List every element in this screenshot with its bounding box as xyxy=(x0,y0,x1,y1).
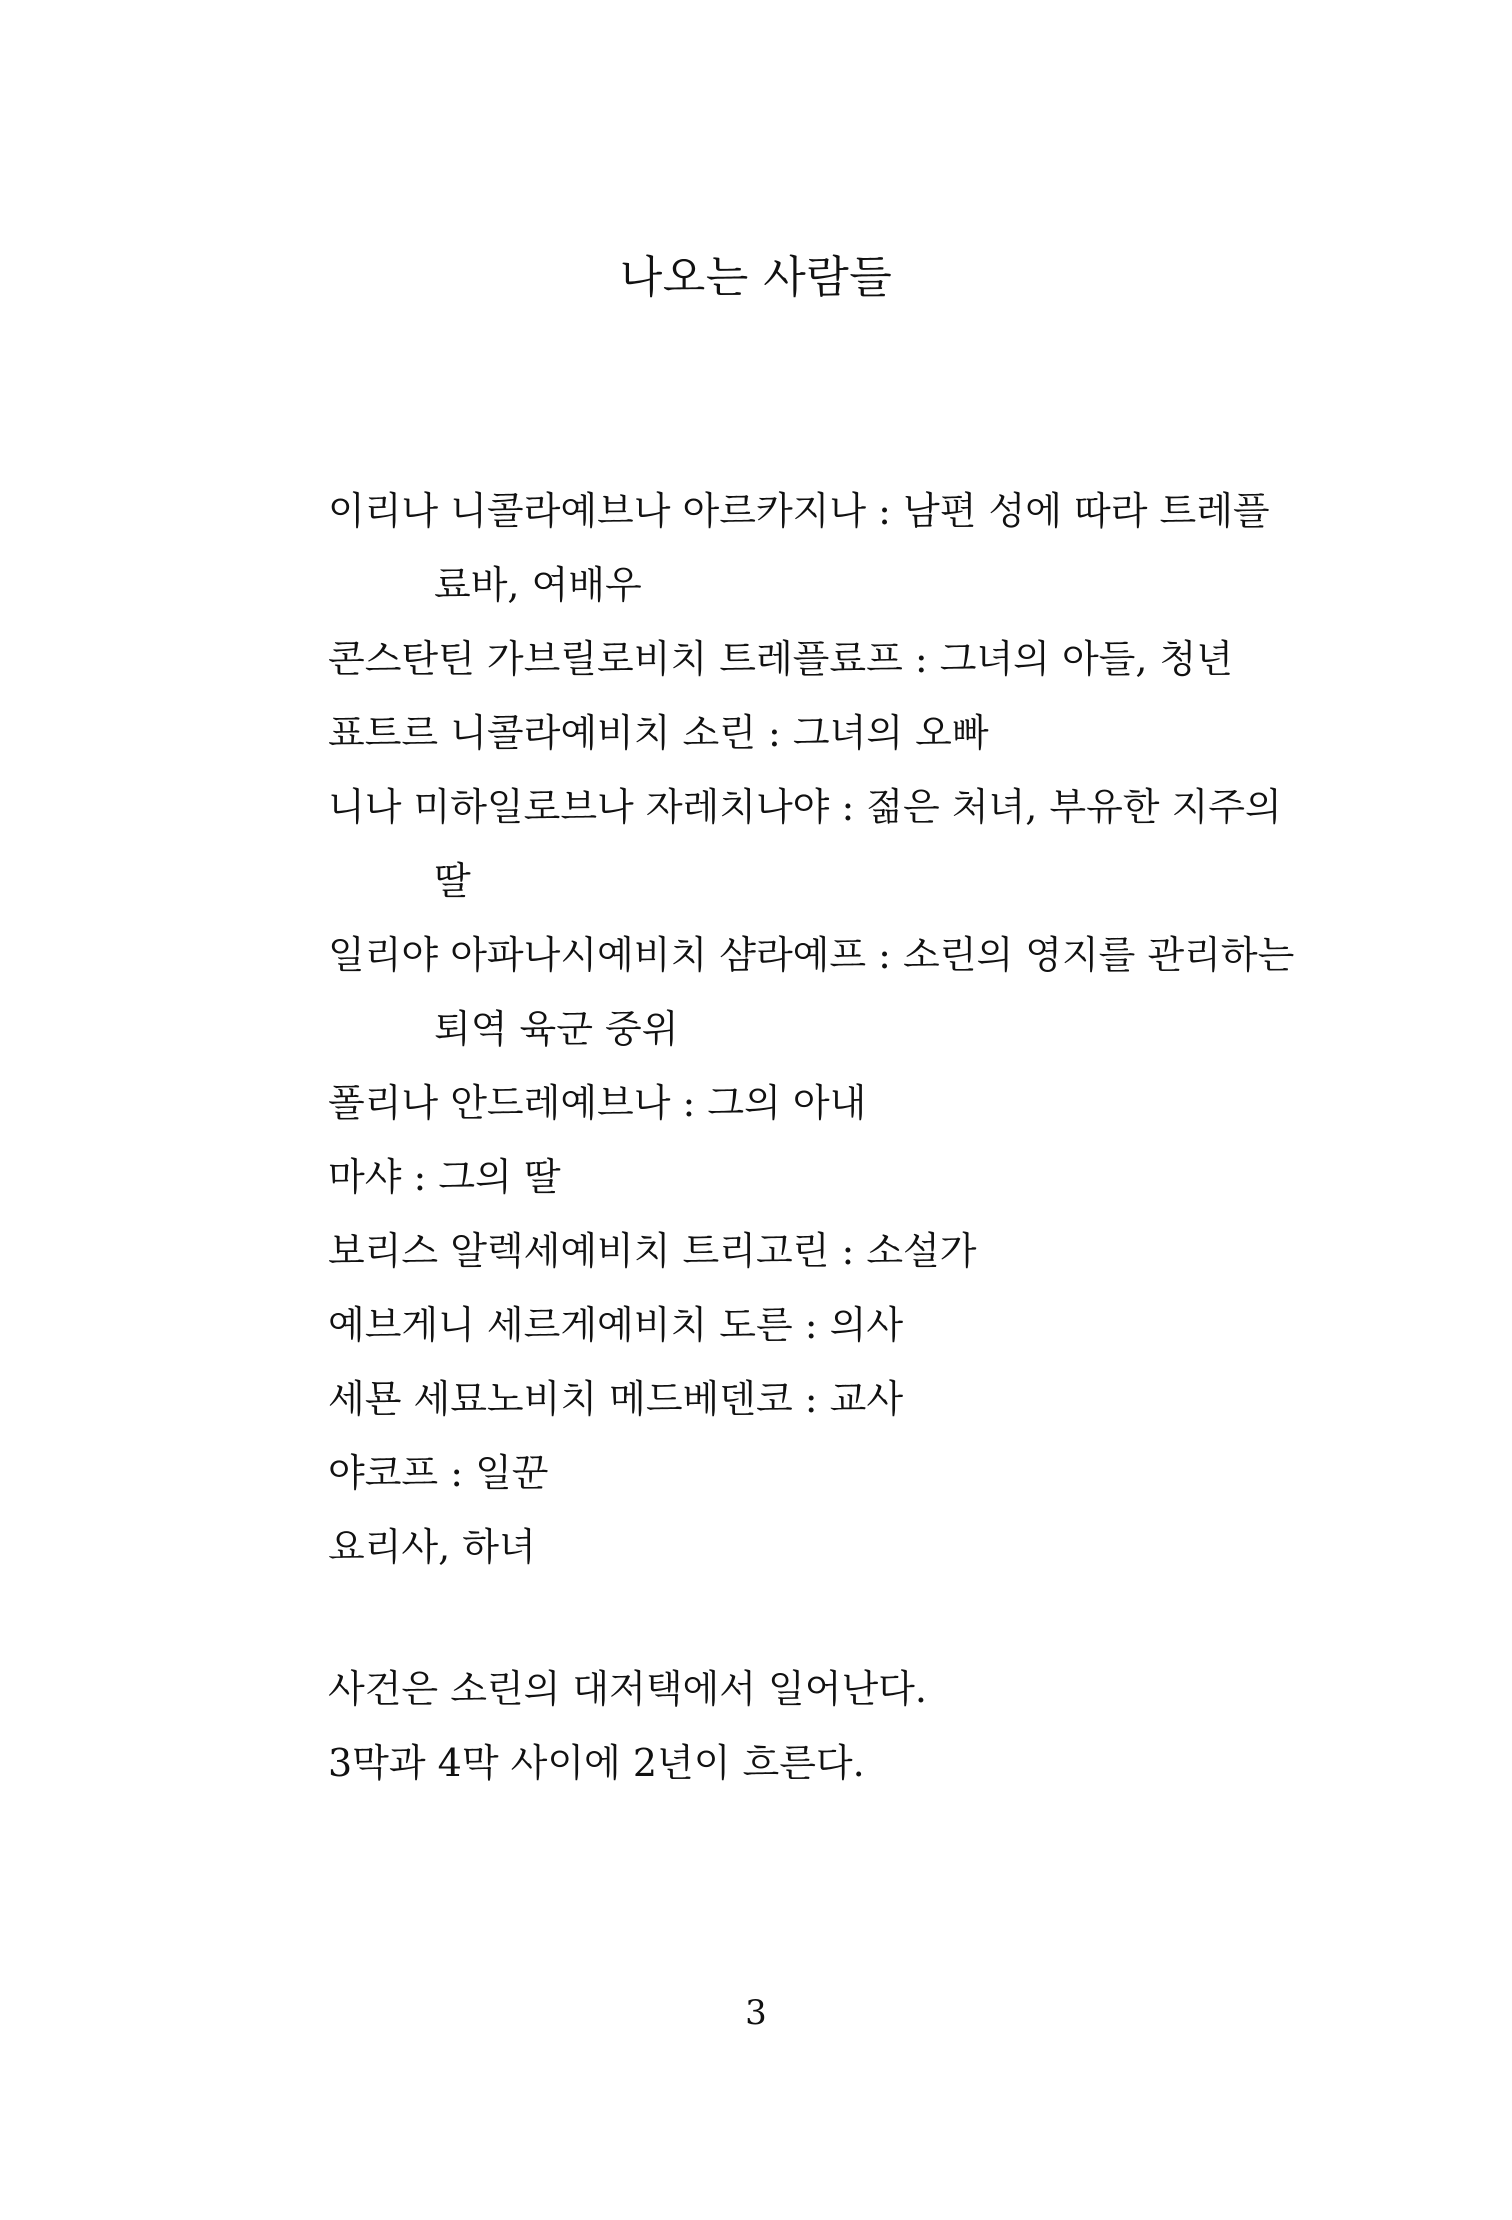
page-number: 3 xyxy=(745,1993,767,2033)
stage-note: 3막과 4막 사이에 2년이 흐른다. xyxy=(328,1741,865,1785)
cast-line: 요리사, 하녀 xyxy=(328,1525,536,1569)
stage-note: 사건은 소린의 대저택에서 일어난다. xyxy=(328,1667,927,1711)
cast-list xyxy=(328,474,1295,1584)
cast-line: 보리스 알렉세예비치 트리고린 : 소설가 xyxy=(328,1229,977,1273)
cast-line: 마샤 : 그의 딸 xyxy=(328,1155,561,1199)
cast-line-continuation: 료바, 여배우 xyxy=(434,563,642,607)
cast-line: 표트르 니콜라예비치 소린 : 그녀의 오빠 xyxy=(328,711,989,755)
cast-line: 이리나 니콜라예브나 아르카지나 : 남편 성에 따라 트레플 xyxy=(328,489,1270,533)
cast-line-continuation: 퇴역 육군 중위 xyxy=(434,1007,679,1051)
cast-line: 일리야 아파나시예비치 샴라예프 : 소린의 영지를 관리하는 xyxy=(328,933,1295,977)
cast-line: 폴리나 안드레예브나 : 그의 아내 xyxy=(328,1081,867,1125)
cast-line: 콘스탄틴 가브릴로비치 트레플료프 : 그녀의 아들, 청년 xyxy=(328,637,1233,681)
stage-notes xyxy=(328,1652,1278,1800)
cast-line: 예브게니 세르게예비치 도른 : 의사 xyxy=(328,1303,904,1347)
cast-line-continuation: 딸 xyxy=(434,859,471,903)
cast-line: 세묜 세묘노비치 메드베덴코 : 교사 xyxy=(328,1377,904,1421)
cast-line: 니나 미하일로브나 자레치나야 : 젊은 처녀, 부유한 지주의 xyxy=(328,785,1282,829)
cast-line: 야코프 : 일꾼 xyxy=(328,1451,549,1495)
page-title: 나오는 사람들 xyxy=(619,252,893,303)
